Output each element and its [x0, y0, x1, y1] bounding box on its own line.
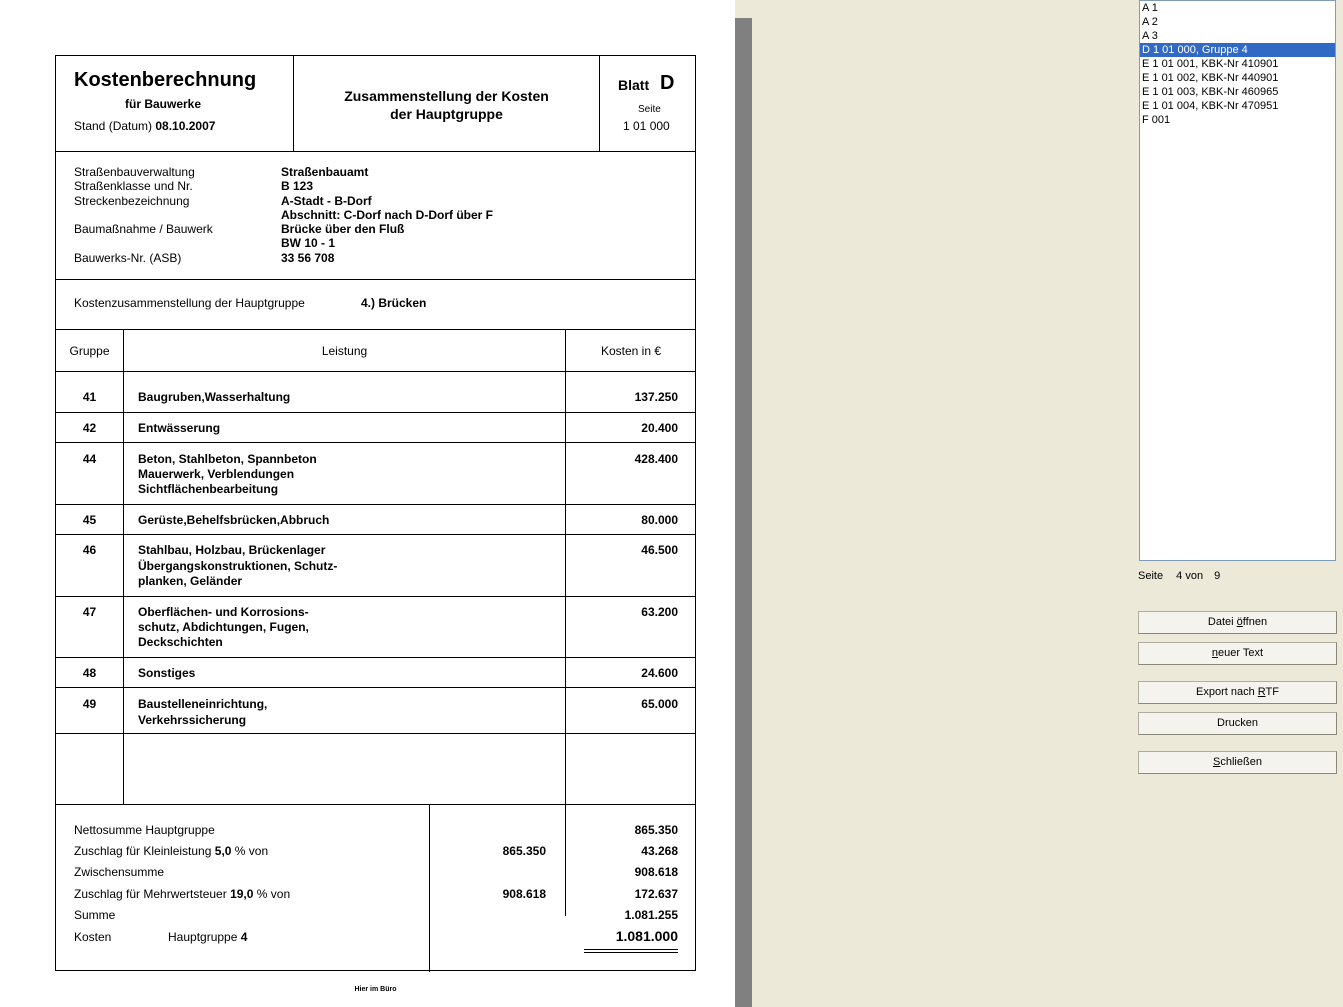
info-value: Abschnitt: C-Dorf nach D-Dorf über F — [281, 207, 493, 222]
table-row-kosten: 20.400 — [641, 421, 678, 435]
header-bottom-line — [56, 151, 695, 152]
table-row-leistung: Sonstiges — [138, 666, 196, 680]
table-row-kosten: 137.250 — [634, 390, 678, 404]
button-mnemonic: n — [1211, 647, 1219, 659]
info-label — [74, 208, 213, 222]
table-row-gruppe: 41 — [82, 390, 97, 404]
info-value: Brücke über den Fluß — [281, 222, 405, 237]
info-label — [74, 236, 213, 250]
list-item[interactable]: F 001 — [1142, 114, 1171, 126]
summary-klein-base: 865.350 — [502, 844, 546, 858]
table-row-leistung — [138, 543, 337, 590]
button-label: chließen — [1220, 756, 1262, 768]
info-labels — [74, 165, 213, 265]
col-header-gruppe: Gruppe — [69, 344, 110, 358]
header-divider-2 — [599, 56, 600, 151]
leistung-line: Beton, Stahlbeton, Spannbeton — [138, 452, 317, 466]
table-row-kosten: 80.000 — [641, 513, 678, 527]
info-label: Straßenklasse und Nr. — [74, 179, 193, 194]
page-counter — [1138, 570, 1220, 582]
page-counter-von: von — [1185, 570, 1204, 582]
table-row-kosten: 65.000 — [641, 697, 678, 711]
row-line — [56, 412, 695, 413]
info-value: 33 56 708 — [281, 250, 335, 265]
summary-klein-label: Zuschlag für Kleinleistung — [74, 844, 212, 858]
page-counter-label: Seite — [1138, 570, 1164, 582]
document-title: Kostenberechnung — [74, 69, 257, 91]
col-header-leistung: Leistung — [321, 344, 368, 358]
print-button[interactable]: Drucken — [1138, 712, 1337, 735]
info-value: Straßenbauamt — [281, 165, 369, 179]
total-underline-2 — [584, 952, 678, 953]
table-bottom-line — [56, 804, 695, 805]
summary-kosten-hg — [168, 930, 247, 944]
summary-kosten-label: Kosten — [74, 930, 112, 944]
summary-kosten-hg-label: Hauptgruppe — [168, 930, 238, 944]
table-row-gruppe: 49 — [82, 697, 97, 711]
info-label: Streckenbezeichnung — [74, 193, 190, 208]
button-label: Datei — [1207, 616, 1237, 628]
table-row-leistung: Baugruben,Wasserhaltung — [138, 390, 291, 404]
new-text-button[interactable] — [1138, 642, 1337, 665]
leistung-line: planken, Geländer — [138, 574, 243, 588]
center-heading — [294, 87, 599, 123]
summary-klein-value: 43.268 — [641, 844, 678, 858]
summary-kosten-value: 1.081.000 — [615, 928, 678, 944]
table-row-gruppe: 46 — [82, 543, 97, 557]
center-heading-line-1: Zusammenstellung der Kosten — [344, 88, 549, 104]
leistung-line: Sichtflächenbearbeitung — [138, 482, 279, 497]
summary-kosten-hg-value: 4 — [240, 930, 248, 944]
leistung-line: Oberflächen- und Korrosions- — [138, 605, 309, 619]
list-item[interactable]: E 1 01 003, KBK-Nr 460965 — [1142, 86, 1279, 98]
blatt-value: D — [660, 72, 675, 94]
list-item[interactable]: A 2 — [1142, 16, 1158, 28]
col-header-kosten: Kosten in € — [600, 344, 662, 358]
table-row-leistung: Gerüste,Behelfsbrücken,Abbruch — [138, 513, 330, 527]
summary-pct-von: % von — [234, 844, 269, 858]
leistung-line: Übergangskonstruktionen, Schutz- — [138, 558, 338, 573]
button-mnemonic: ö — [1236, 616, 1243, 628]
info-label: Baumaßnahme / Bauwerk — [74, 222, 213, 237]
info-values — [281, 165, 493, 265]
leistung-line: Verkehrssicherung — [138, 712, 247, 727]
blatt-label: Blatt — [618, 77, 650, 93]
row-line — [56, 534, 695, 535]
table-row-gruppe: 45 — [82, 513, 97, 527]
cost-sheet-page — [55, 55, 696, 971]
list-item[interactable]: E 1 01 004, KBK-Nr 470951 — [1142, 100, 1279, 112]
table-row-gruppe: 44 — [82, 452, 97, 466]
summary-mwst-label: Zuschlag für Mehrwertsteuer — [74, 887, 227, 901]
list-item[interactable]: E 1 01 002, KBK-Nr 440901 — [1142, 72, 1279, 84]
row-line — [56, 442, 695, 443]
summary-zwischen-value: 908.618 — [634, 865, 678, 879]
splitter-bar[interactable] — [735, 18, 752, 1007]
info-bottom-line — [56, 279, 695, 280]
info-value: BW 10 - 1 — [281, 236, 336, 251]
table-row-gruppe: 47 — [82, 605, 97, 619]
hauptgruppe-value: 4.) Brücken — [361, 296, 427, 310]
page-list[interactable] — [1139, 0, 1336, 561]
row-line — [56, 733, 695, 734]
hauptgruppe-label: Kostenzusammenstellung der Hauptgruppe — [74, 296, 305, 310]
table-row-leistung — [138, 605, 309, 651]
list-item[interactable]: A 3 — [1142, 30, 1158, 42]
total-underline-1 — [584, 949, 678, 950]
summary-summe-value: 1.081.255 — [624, 908, 678, 922]
row-line — [56, 687, 695, 688]
hauptgruppe-bottom-line — [56, 329, 695, 330]
list-item[interactable]: E 1 01 001, KBK-Nr 410901 — [1142, 58, 1279, 70]
info-label: Straßenbauverwaltung — [74, 165, 195, 179]
table-row-gruppe: 48 — [82, 666, 97, 680]
splitter-top — [735, 0, 752, 18]
table-row-leistung — [138, 697, 267, 728]
document-subtitle: für Bauwerke — [125, 97, 202, 111]
open-file-button[interactable] — [1138, 611, 1337, 634]
button-label: euer Text — [1218, 647, 1264, 659]
table-row-kosten: 46.500 — [641, 543, 678, 557]
close-button[interactable] — [1138, 751, 1337, 774]
summary-netto-value: 865.350 — [634, 823, 678, 837]
summary-klein-row — [74, 844, 268, 858]
table-header-line — [56, 371, 695, 372]
table-row-leistung: Entwässerung — [138, 421, 221, 435]
list-item[interactable]: A 1 — [1142, 2, 1158, 14]
table-row-leistung — [138, 452, 317, 498]
summary-pct-von: % von — [256, 887, 291, 901]
summary-mwst-value: 172.637 — [634, 887, 678, 901]
summary-summe-label: Summe — [74, 908, 116, 922]
summary-mwst-base: 908.618 — [502, 887, 546, 901]
summary-mwst-pct: 19,0 — [230, 887, 254, 901]
table-row-kosten: 63.200 — [641, 605, 678, 619]
seite-label: Seite — [638, 104, 661, 115]
row-line — [56, 504, 695, 505]
summary-netto-label: Nettosumme Hauptgruppe — [74, 823, 215, 837]
table-row-kosten: 428.400 — [634, 452, 678, 466]
footer-text: Hier im Büro — [354, 986, 397, 993]
leistung-line: schutz, Abdichtungen, Fugen, — [138, 620, 309, 635]
leistung-line: Deckschichten — [138, 635, 223, 650]
info-label: Bauwerks-Nr. (ASB) — [74, 250, 182, 265]
button-mnemonic: R — [1257, 686, 1266, 698]
center-heading-line-2: der Hauptgruppe — [390, 106, 503, 122]
leistung-line: Stahlbau, Holzbau, Brückenlager — [138, 543, 326, 557]
export-rtf-button[interactable] — [1138, 681, 1337, 704]
info-value: B 123 — [281, 179, 314, 194]
button-label: Export nach — [1196, 686, 1258, 698]
list-item-selected[interactable]: D 1 01 000, Gruppe 4 — [1140, 43, 1335, 57]
summary-klein-pct: 5,0 — [214, 844, 232, 858]
row-line — [56, 596, 695, 597]
leistung-line: Mauerwerk, Verblendungen — [138, 467, 295, 482]
button-mnemonic: S — [1213, 756, 1221, 768]
table-row-gruppe: 42 — [82, 421, 97, 435]
summary-mwst-row — [74, 887, 290, 901]
stand-value: 08.10.2007 — [155, 119, 216, 133]
table-row-kosten: 24.600 — [641, 666, 678, 680]
summary-zwischen-label: Zwischensumme — [74, 865, 165, 879]
button-label: TF — [1265, 686, 1279, 698]
button-label: ffnen — [1242, 616, 1268, 628]
page-counter-current: 4 — [1176, 570, 1183, 582]
info-value: A-Stadt - B-Dorf — [281, 193, 372, 208]
row-line — [56, 657, 695, 658]
leistung-line: Baustelleneinrichtung, — [138, 697, 268, 711]
stand-label: Stand (Datum) — [74, 119, 153, 133]
seite-value: 1 01 000 — [623, 119, 670, 133]
page-counter-total: 9 — [1214, 570, 1221, 582]
stand-row — [74, 119, 215, 133]
